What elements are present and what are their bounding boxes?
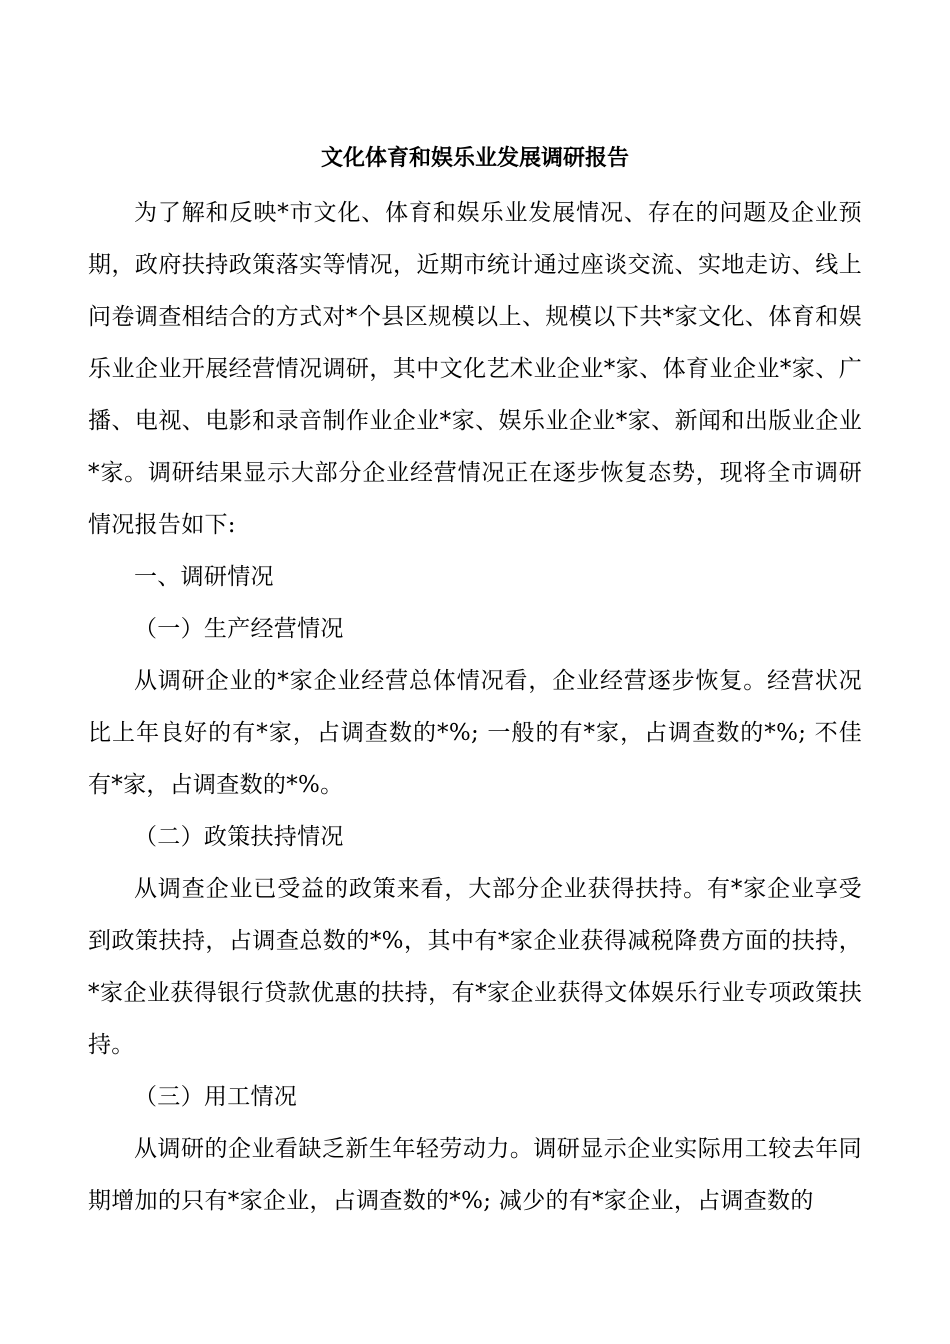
- intro-paragraph: 为了解和反映*市文化、体育和娱乐业发展情况、存在的问题及企业预期，政府扶持政策落实等情况，近期市统计通过座谈交流、实地走访、线上问卷调查相结合的方式对*个县区规模以上、规模以下共*家文化、体育和娱乐业企业开展经营情况调研，其中文化艺术业企业*家、体育业企业*家、广播、电视、电影和录音制作业企业*家、娱乐业企业*家、新闻和出版业企业*家。调研结果显示大部分企业经营情况正在逐步恢复态势，现将全市调研情况报告如下:: [88, 200, 862, 538]
- section-heading-survey: 一、调研情况: [134, 564, 274, 590]
- subsection-heading-operations: （一）生产经营情况: [134, 616, 344, 642]
- document-title: 文化体育和娱乐业发展调研报告: [320, 145, 629, 171]
- policy-paragraph: 从调查企业已受益的政策来看，大部分企业获得扶持。有*家企业享受到政策扶持，占调查总数的*%，其中有*家企业获得减税降费方面的扶持，*家企业获得银行贷款优惠的扶持，有*家企业获得文体娱乐行业专项政策扶持。: [88, 876, 862, 1058]
- subsection-heading-employment: （三）用工情况: [134, 1084, 298, 1110]
- subsection-heading-policy: （二）政策扶持情况: [134, 824, 344, 850]
- employment-paragraph: 从调研的企业看缺乏新生年轻劳动力。调研显示企业实际用工较去年同期增加的只有*家企业，占调查数的*%; 减少的有*家企业，占调查数的: [88, 1136, 862, 1214]
- document-body: [88, 187, 862, 1227]
- operations-paragraph: 从调研企业的*家企业经营总体情况看，企业经营逐步恢复。经营状况比上年良好的有*家，占调查数的*%; 一般的有*家，占调查数的*%; 不佳有*家，占调查数的*%。: [88, 668, 862, 798]
